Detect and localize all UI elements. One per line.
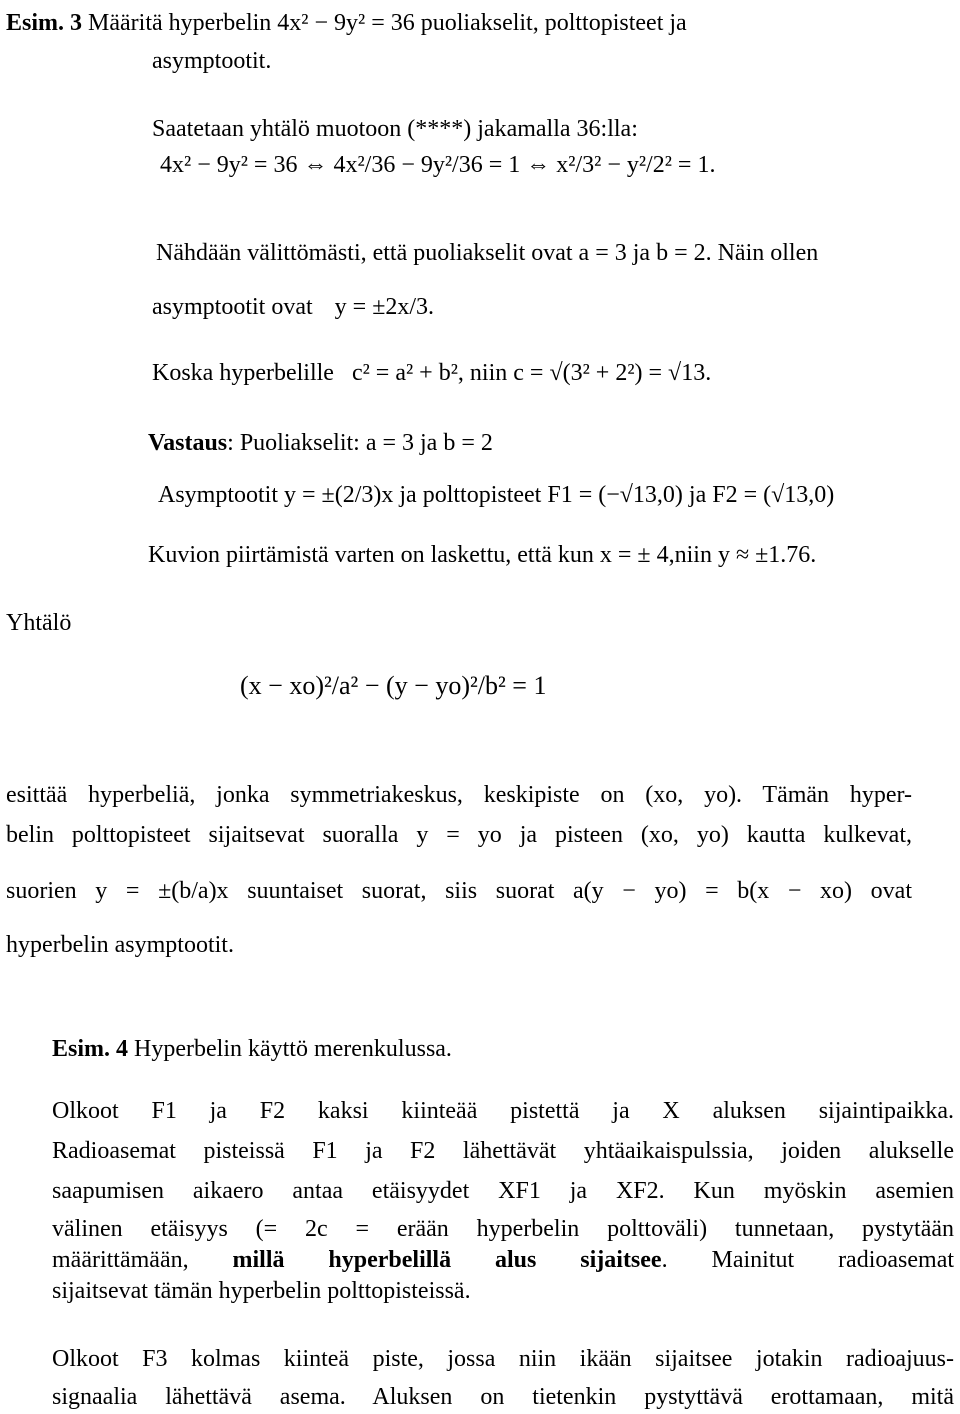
example4-label: Esim. 4 — [52, 1036, 129, 1062]
example4-heading — [52, 1034, 452, 1064]
line5-end: . Mainitut radioasemat — [661, 1247, 955, 1273]
answer-semiaxes-text: : Puoliakselit: a = 3 ja b = 2 — [227, 430, 493, 456]
example3-asymptotes — [152, 292, 434, 322]
example4-line7: Olkoot F3 kolmas kiinteä piste, jossa niin ikään sijaitsee jotakin radioajuus- — [52, 1346, 954, 1372]
example4-line8: signaalia lähettävä asema. Aluksen on tietenkin pystyttävä erottamaan, mitä — [52, 1384, 954, 1410]
example3-label: Esim. 3 — [6, 10, 83, 36]
example3-task: Määritä hyperbelin 4x² − 9y² = 36 puoliakselit, polttopisteet ja — [88, 10, 687, 36]
c-prefix: Koska hyperbelille — [152, 360, 334, 386]
answer-semiaxes — [148, 428, 493, 458]
c-formula: c² = a² + b², niin c = √(3² + 2²) = √13. — [351, 360, 712, 386]
example4-line6: sijaitsevat tämän hyperbelin polttopisteissä. — [52, 1278, 471, 1304]
example4-line2: Radioasemat pisteissä F1 ja F2 lähettävät yhtäaikaispulssia, joiden alukselle — [52, 1138, 954, 1164]
example3-task-cont: asymptootit. — [152, 48, 272, 74]
example3-intro: Saatetaan yhtälö muotoon (****) jakamalla 36:lla: — [152, 116, 638, 142]
general-label: Yhtälö — [6, 610, 72, 636]
example4-line3: saapumisen aikaero antaa etäisyydet XF1 ja XF2. Kun myöskin asemien — [52, 1178, 954, 1204]
line5-emphasis: millä hyperbelillä alus sijaitsee — [232, 1247, 662, 1273]
example3-equation-chain — [160, 150, 715, 180]
example4-line4: välinen etäisyys (= 2c = erään hyperbelin polttoväli) tunnetaan, pystytään — [52, 1216, 954, 1242]
example4-line5 — [52, 1245, 954, 1275]
general-paragraph-line4: hyperbelin asymptootit. — [6, 932, 234, 958]
example3-c-line — [152, 358, 711, 388]
answer-plot-note: Kuvion piirtämistä varten on laskettu, että kun x = ± 4,niin y ≈ ±1.76. — [148, 542, 817, 568]
general-paragraph-line3: suorien y = ±(b/a)x suuntaiset suorat, siis suorat a(y − yo) = b(x − xo) ovat — [6, 878, 912, 904]
asymptote-prefix: asymptootit ovat — [152, 294, 313, 320]
equation-text: 4x² − 9y² = 36 ⇔ 4x²/36 − 9y²/36 = 1 ⇔ x²/3² − y²/2² = 1. — [160, 152, 716, 178]
general-paragraph-line2: belin polttopisteet sijaitsevat suoralla y = yo ja pisteen (xo, yo) kautta kulkevat, — [6, 822, 912, 848]
example4-title: Hyperbelin käyttö merenkulussa. — [134, 1036, 452, 1062]
answer-asymptotes: Asymptootit y = ±(2/3)x ja polttopisteet F1 = (−√13,0) ja F2 = (√13,0) — [158, 482, 835, 508]
example3-axes-line: Nähdään välittömästi, että puoliakselit ovat a = 3 ja b = 2. Näin ollen — [156, 240, 819, 266]
general-paragraph-line1: esittää hyperbeliä, jonka symmetriakeskus, keskipiste on (xo, yo). Tämän hyper- — [6, 782, 912, 808]
example3-heading — [6, 8, 687, 38]
answer-label: Vastaus — [148, 430, 228, 456]
asymptote-formula: y = ±2x/3. — [334, 294, 435, 320]
general-equation: (x − xo)²/a² − (y − yo)²/b² = 1 — [240, 671, 547, 700]
line5-start: määrittämään, — [52, 1247, 233, 1273]
example4-line1: Olkoot F1 ja F2 kaksi kiinteää pistettä ja X aluksen sijaintipaikka. — [52, 1098, 954, 1124]
